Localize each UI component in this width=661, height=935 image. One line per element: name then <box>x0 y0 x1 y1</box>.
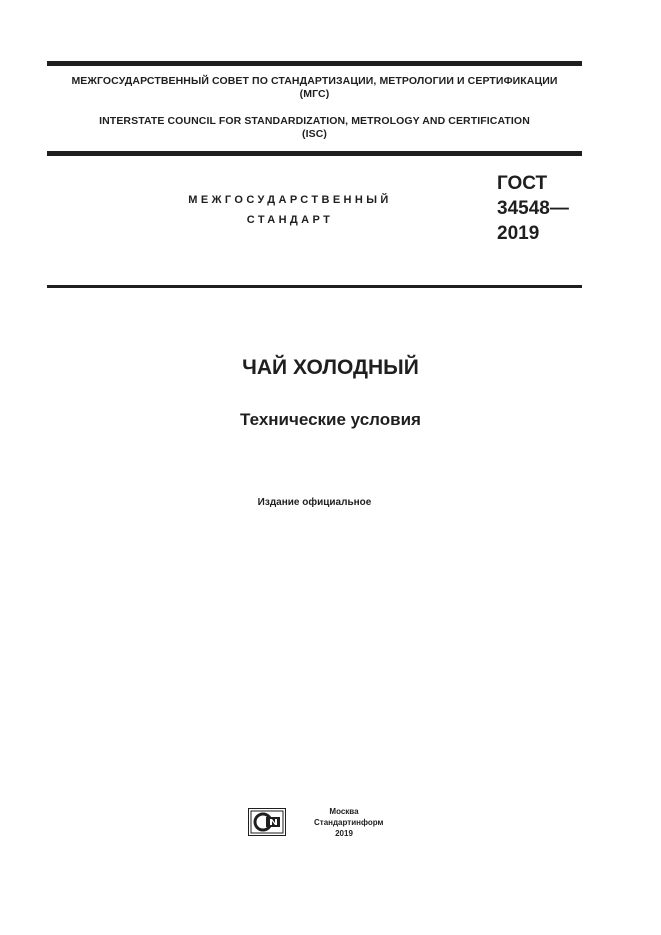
publisher-info <box>314 806 384 839</box>
standard-type-line2: СТАНДАРТ <box>246 214 334 226</box>
top-rule <box>47 61 582 66</box>
gost-year: 2019 <box>497 223 540 244</box>
publisher-year: 2019 <box>335 829 353 838</box>
council-name-ru-line1: МЕЖГОСУДАРСТВЕННЫЙ СОВЕТ ПО СТАНДАРТИЗАЦИИ, МЕТРОЛОГИИ И СЕРТИФИКАЦИИ <box>71 75 558 87</box>
document-subtitle: Технические условия <box>240 410 421 429</box>
council-name-ru <box>47 75 582 101</box>
publisher-name: Стандартинформ <box>314 818 384 827</box>
document-title: ЧАЙ ХОЛОДНЫЙ <box>242 356 419 379</box>
gost-label: ГОСТ <box>497 173 548 194</box>
gost-designation <box>497 171 569 246</box>
council-name-en <box>47 115 582 141</box>
council-abbr-en: (ISC) <box>302 128 327 140</box>
gost-number: 34548— <box>497 198 569 219</box>
standartinform-logo-icon <box>248 808 286 836</box>
standard-type-line1: МЕЖГОСУДАРСТВЕННЫЙ <box>188 194 392 206</box>
publisher-city: Москва <box>329 807 359 816</box>
header-divider-rule <box>47 151 582 156</box>
council-abbr-ru: (МГС) <box>299 88 330 100</box>
standard-type <box>110 190 470 230</box>
edition-note: Издание официальное <box>257 497 372 508</box>
council-name-en-line1: INTERSTATE COUNCIL FOR STANDARDIZATION, METROLOGY AND CERTIFICATION <box>99 115 530 127</box>
standard-divider-rule <box>47 285 582 288</box>
